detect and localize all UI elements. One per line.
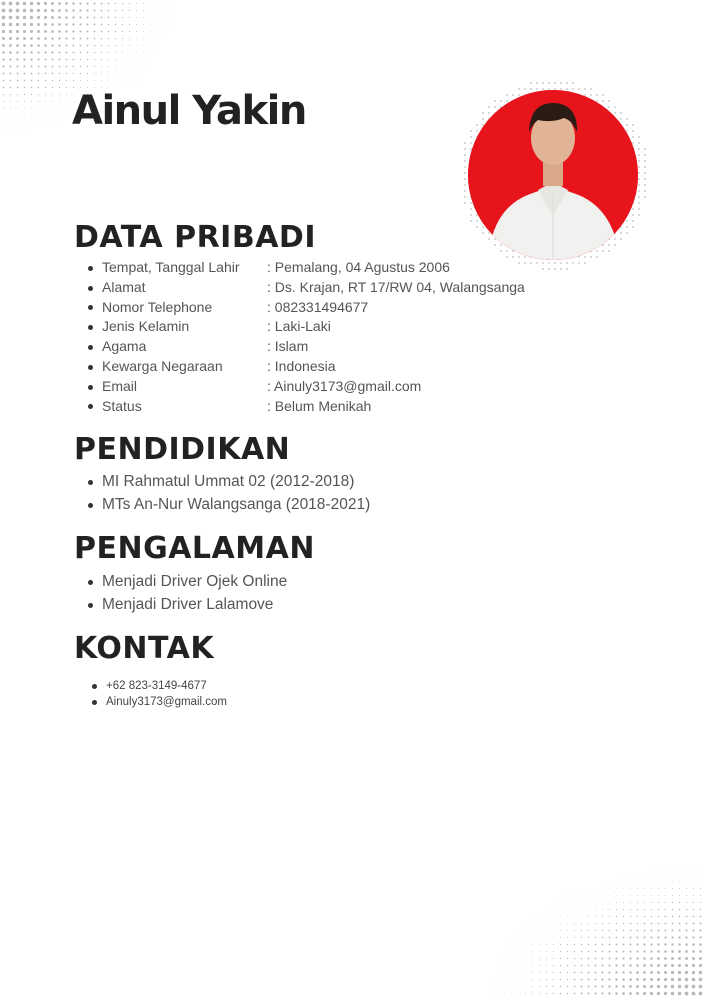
profile-photo-frame — [456, 80, 652, 270]
contact-list — [92, 678, 227, 710]
profile-photo — [468, 90, 638, 260]
info-value: : Ainuly3173@gmail.com — [267, 377, 422, 394]
experience-list — [88, 570, 287, 616]
section-title-experience: PENGALAMAN — [74, 531, 315, 566]
info-row — [88, 397, 525, 417]
info-label: Status — [102, 397, 142, 414]
info-value: : Belum Menikah — [267, 397, 372, 414]
section-title-contact: KONTAK — [74, 631, 215, 666]
list-item: Menjadi Driver Lalamove — [88, 593, 287, 616]
info-row — [88, 377, 525, 397]
info-row — [88, 278, 525, 298]
contact-phone: +62 823-3149-4677 — [92, 678, 227, 694]
decorative-dots-bottom-right — [466, 850, 706, 1000]
info-value: : Pemalang, 04 Agustus 2006 — [267, 259, 450, 275]
info-label: Alamat — [102, 278, 146, 295]
contact-email: Ainuly3173@gmail.com — [92, 694, 227, 710]
info-label: Jenis Kelamin — [102, 318, 190, 335]
info-value: : Indonesia — [267, 357, 336, 374]
info-label: Nomor Telephone — [102, 298, 213, 315]
info-row — [88, 298, 525, 318]
personal-info-list — [88, 258, 525, 416]
info-label: Email — [102, 377, 138, 394]
info-label: Agama — [102, 338, 147, 355]
info-value: : Islam — [267, 338, 309, 355]
info-value: : Laki-Laki — [267, 318, 331, 335]
list-item: Menjadi Driver Ojek Online — [88, 570, 287, 593]
section-title-education: PENDIDIKAN — [74, 432, 291, 467]
info-value: : Ds. Krajan, RT 17/RW 04, Walangsanga — [267, 278, 525, 295]
person-name: Ainul Yakin — [72, 88, 306, 134]
section-title-personal: DATA PRIBADI — [74, 220, 316, 255]
info-row — [88, 258, 525, 278]
info-value: : 082331494677 — [267, 298, 369, 315]
info-label: Tempat, Tanggal Lahir — [102, 259, 240, 275]
info-label: Kewarga Negaraan — [102, 357, 223, 374]
info-row — [88, 337, 525, 357]
education-list — [88, 470, 370, 516]
list-item: MI Rahmatul Ummat 02 (2012-2018) — [88, 470, 370, 493]
info-row — [88, 357, 525, 377]
list-item: MTs An-Nur Walangsanga (2018-2021) — [88, 493, 370, 516]
info-row — [88, 317, 525, 337]
